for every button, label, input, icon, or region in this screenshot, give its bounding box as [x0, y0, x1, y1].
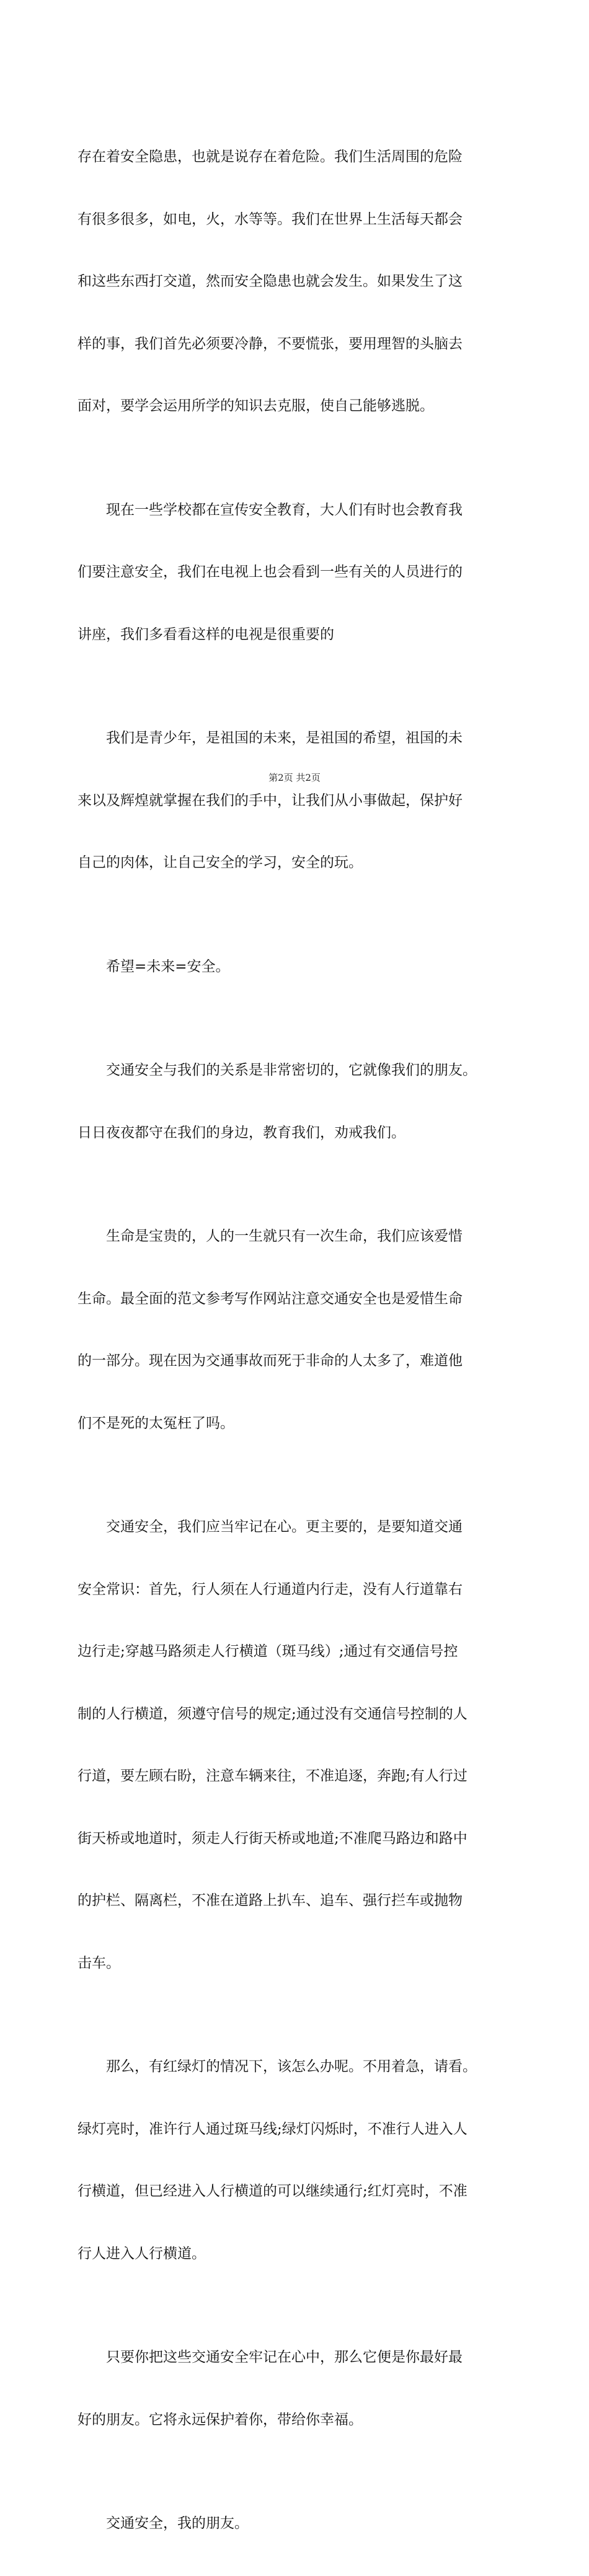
text-line: 生命是宝贵的，人的一生就只有一次生命，我们应该爱惜	[78, 1228, 463, 1244]
text-line: 日日夜夜都守在我们的身边，教育我们，劝戒我们。	[78, 1124, 405, 1141]
paragraph	[78, 687, 515, 915]
text-line: 讲座，我们多看看这样的电视是很重要的	[78, 626, 334, 643]
text-line: 行道，要左顾右盼，注意车辆来往，不准追逐，奔跑;有人行过	[78, 1768, 467, 1784]
document-body	[78, 105, 515, 2576]
text-line: 绿灯亮时，准许行人通过斑马线;绿灯闪烁时，不准行人进入人	[78, 2121, 467, 2137]
text-line: 好的朋友。它将永远保护着你，带给你幸福。	[78, 2411, 363, 2428]
text-line: 样的事，我们首先必须要冷静，不要慌张，要用理智的头脑去	[78, 335, 463, 352]
text-line: 交通安全，我的朋友。	[78, 2515, 249, 2531]
paragraph	[78, 2015, 515, 2306]
text-line: 自己的肉体，让自己安全的学习，安全的玩。	[78, 855, 363, 871]
paragraph	[78, 2306, 515, 2472]
paragraph	[78, 1185, 515, 1475]
text-line: 来以及辉煌就掌握在我们的手中，让我们从小事做起，保护好	[78, 792, 463, 809]
text-line: 希望=未来=安全。	[78, 958, 230, 975]
text-line: 制的人行横道，须遵守信号的规定;通过没有交通信号控制的人	[78, 1705, 467, 1722]
page-number-footer: 第2页 共2页	[268, 772, 321, 783]
paragraph	[78, 2472, 515, 2576]
text-line: 交通安全与我们的关系是非常密切的，它就像我们的朋友。	[78, 1062, 477, 1078]
text-line: 存在着安全隐患，也就是说存在着危险。我们生活周围的危险	[78, 149, 463, 165]
text-line: 生命。最全面的范文参考写作网站注意交通安全也是爱惜生命	[78, 1290, 463, 1307]
paragraph	[78, 105, 515, 459]
text-line: 行横道，但已经进入人行横道的可以继续通行;红灯亮时，不准	[78, 2183, 467, 2199]
paragraph	[78, 915, 515, 1019]
text-line: 面对，要学会运用所学的知识去克服，使自己能够逃脱。	[78, 398, 434, 414]
text-line: 安全常识：首先，行人须在人行通道内行走，没有人行道靠右	[78, 1581, 463, 1598]
text-line: 街天桥或地道时，须走人行街天桥或地道;不准爬马路边和路中	[78, 1830, 467, 1847]
text-line: 和这些东西打交道，然而安全隐患也就会发生。如果发生了这	[78, 273, 463, 289]
text-line: 们要注意安全，我们在电视上也会看到一些有关的人员进行的	[78, 564, 463, 580]
paragraph	[78, 1475, 515, 2015]
text-line: 们不是死的太冤枉了吗。	[78, 1415, 234, 1431]
text-line: 交通安全，我们应当牢记在心。更主要的，是要知道交通	[78, 1519, 463, 1535]
text-line: 有很多很多，如电，火，水等等。我们在世界上生活每天都会	[78, 211, 463, 227]
paragraph	[78, 459, 515, 687]
text-line: 击车。	[78, 1954, 120, 1971]
text-line: 那么，有红绿灯的情况下，该怎么办呢。不用着急，请看。	[78, 2059, 477, 2075]
text-line: 只要你把这些交通安全牢记在心中，那么它便是你最好最	[78, 2349, 463, 2365]
text-line: 行人进入人行横道。	[78, 2245, 206, 2262]
text-line: 我们是青少年，是祖国的未来，是祖国的希望，祖国的未	[78, 730, 463, 746]
text-line: 边行走;穿越马路须走人行横道（斑马线）;通过有交通信号控	[78, 1643, 458, 1659]
text-line: 现在一些学校都在宣传安全教育，大人们有时也会教育我	[78, 501, 463, 518]
paragraph	[78, 1019, 515, 1185]
text-line: 的一部分。现在因为交通事故而死于非命的人太多了，难道他	[78, 1353, 463, 1369]
text-line: 的护栏、隔离栏，不准在道路上扒车、追车、强行拦车或抛物	[78, 1892, 463, 1909]
